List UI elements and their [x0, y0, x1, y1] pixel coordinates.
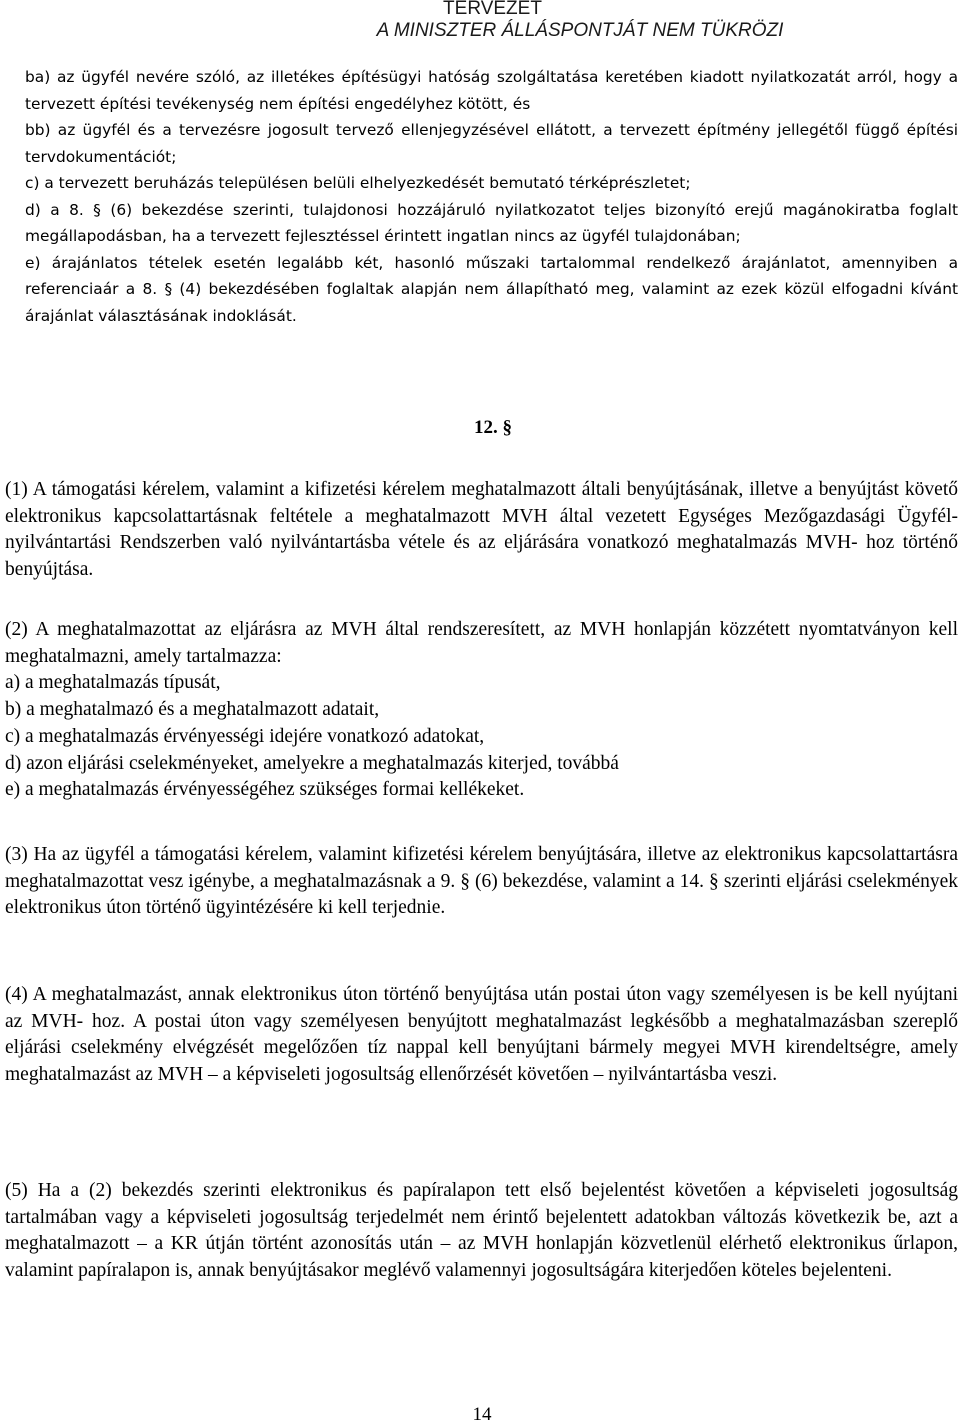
paragraph-2-item-a: a) a meghatalmazás típusát,	[5, 672, 221, 694]
paragraph-4	[5, 982, 958, 1089]
list-item-ba: ba) az ügyfél nevére szóló, az illetékes építésügyi hatóság szolgáltatása keretében kiadott nyilatkozatát arról, hogy a tervezett építési tevékenység nem építési engedélyhez kötött, és	[25, 68, 958, 113]
paragraph-2-item-c: c) a meghatalmazás érvényességi idejére vonatkozó adatokat,	[5, 725, 485, 747]
paragraph-3-text: (3) Ha az ügyfél a támogatási kérelem, valamint kifizetési kérelem benyújtására, illetve az elektronikus kapcsolattartásra meghatalmazottat vesz igénybe, a meghatalmazásnak a 9. § (6) bekezdése, valamint a 14. § szerinti eljárási cselekmények elektronikus úton történő ügyintézésére ki kell terjednie.	[5, 844, 958, 919]
list-item-c: c) a tervezett beruházás településen belüli elhelyezkedését bemutató térképrészletet;	[25, 174, 691, 192]
paragraph-2-item-d: d) azon eljárási cselekményeket, amelyekre a meghatalmazás kiterjed, továbbá	[5, 752, 619, 774]
paragraph-5	[5, 1178, 958, 1285]
paragraph-2-intro: (2) A meghatalmazottat az eljárásra az MVH által rendszeresített, az MVH honlapján közzétett nyomtatványon kell meghatalmazni, amely tartalmazza:	[5, 619, 958, 667]
watermark-line-1: TERVEZET	[443, 0, 542, 19]
paragraph-1-text: (1) A támogatási kérelem, valamint a kifizetési kérelem meghatalmazott általi benyújtásának, illetve a benyújtást követő elektronikus kapcsolattartásnak feltétele a meghatalmazott MVH által vezetett Egységes Mezőgazdasági Ügyfél-nyilvántartási Rendszerben való nyilvántartásba vétele és az eljárására vonatkozó meghatalmazás MVH- hoz történő benyújtása.	[5, 479, 958, 581]
paragraph-3	[5, 842, 958, 922]
paragraph-2	[5, 617, 958, 804]
watermark-line-2: A MINISZTER ÁLLÁSPONTJÁT NEM TÜKRÖZI	[376, 20, 784, 41]
paragraph-2-item-e: e) a meghatalmazás érvényességéhez szükséges formai kellékeket.	[5, 779, 525, 801]
draft-watermark	[0, 0, 960, 42]
section-heading: 12. §	[474, 417, 512, 438]
paragraph-4-text: (4) A meghatalmazást, annak elektronikus úton történő benyújtása után postai úton vagy személyesen is be kell nyújtani az MVH- hoz. A postai úton vagy személyesen benyújtott meghatalmazást legkésőbb a meghatalmazásban szereplő eljárási cselekmény elvégzését megelőzően tíz nappal kell benyújtani bármely megyei MVH kirendeltségre, amely meghatalmazást az MVH – a képviseleti jogosultság ellenőrzését követően – nyilvántartásba veszi.	[5, 984, 958, 1086]
paragraph-1	[5, 477, 958, 584]
top-list	[5, 64, 958, 329]
list-item-bb: bb) az ügyfél és a tervezésre jogosult tervező ellenjegyzésével ellátott, a tervezett építmény jellegétől függő építési tervdokumentációt;	[25, 121, 958, 166]
paragraph-2-item-b: b) a meghatalmazó és a meghatalmazott adatait,	[5, 699, 380, 721]
page-number: 14	[472, 1404, 492, 1425]
list-item-e: e) árajánlatos tételek esetén legalább két, hasonló műszaki tartalommal rendelkező árajánlatot, amennyiben a referenciaár a 8. § (4) bekezdésében foglaltak alapján nem állapítható meg, valamint az ezek közül elfogadni kívánt árajánlat választásának indoklását.	[25, 253, 958, 325]
list-item-d: d) a 8. § (6) bekezdése szerinti, tulajdonosi hozzájáruló nyilatkozatot teljes bizonyító erejű magánokiratba foglalt megállapodásban, ha a tervezett fejlesztéssel érintett ingatlan nincs az ügyfél tulajdonában;	[25, 200, 958, 245]
paragraph-5-text: (5) Ha a (2) bekezdés szerinti elektronikus és papíralapon tett első bejelentést követően a képviseleti jogosultság tartalmában vagy a képviseleti jogosultság terjedelmét nem érintő bejelentett adatokban változás következik be, azt a meghatalmazott – a KR útján történt azonosítás után – az MVH honlapján közvetlenül elérhető elektronikus űrlapon, valamint papíralapon is, annak benyújtásakor meglévő valamennyi jogosultságára kiterjedően köteles bejelenteni.	[5, 1180, 958, 1282]
